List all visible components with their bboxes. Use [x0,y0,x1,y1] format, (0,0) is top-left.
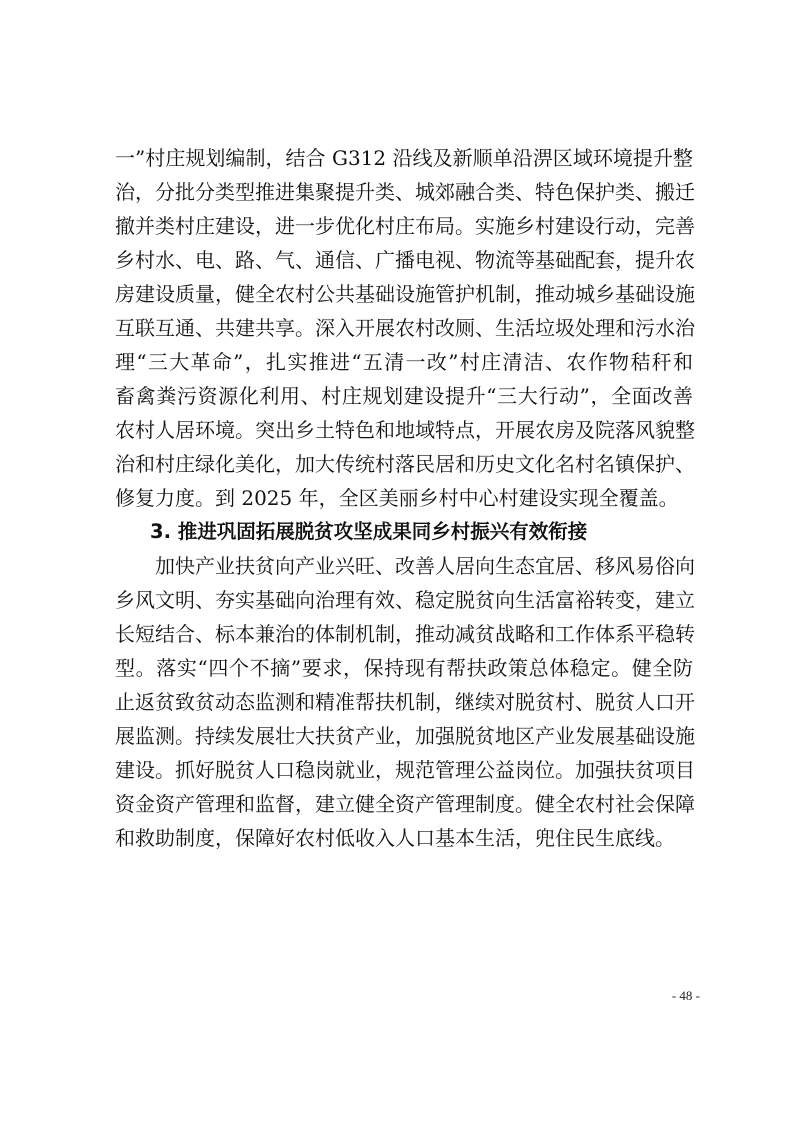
section-heading: 3. 推进巩固拓展脱贫攻坚成果同乡村振兴有效衔接 [150,520,588,543]
text-line: 治和村庄绿化美化，加大传统村落民居和历史文化名村名镇保护、 [115,452,695,476]
text-line: 型。落实“四个不摘”要求，保持现有帮扶政策总体稳定。健全防 [115,656,693,680]
text-line: 止返贫致贫动态监测和精准帮扶机制，继续对脱贫村、脱贫人口开 [115,690,695,714]
text-line: 资金资产管理和监督，建立健全资产管理制度。健全农村社会保障 [115,792,695,816]
text-line: 修复力度。到 2025 年，全区美丽乡村中心村建设实现全覆盖。 [115,486,679,510]
text-line: 一”村庄规划编制，结合 G312 沿线及新顺单沿淠区域环境提升整 [115,146,693,170]
text-line: 和救助制度，保障好农村低收入人口基本生活，兜住民生底线。 [115,826,675,850]
text-line: 展监测。持续发展壮大扶贫产业，加强脱贫地区产业发展基础设施 [115,724,695,748]
text-line: 建设。抓好脱贫人口稳岗就业，规范管理公益岗位。加强扶贫项目 [115,758,695,782]
text-line: 撤并类村庄建设，进一步优化村庄布局。实施乡村建设行动，完善 [115,214,695,238]
text-line: 乡村水、电、路、气、通信、广播电视、物流等基础配套，提升农 [115,248,695,272]
text-line: 理“三大革命”，扎实推进“五清一改”村庄清洁、农作物秸秆和 [115,350,693,374]
text-line: 治，分批分类型推进集聚提升类、城郊融合类、特色保护类、搬迁 [115,180,695,204]
text-line: 长短结合、标本兼治的体制机制，推动减贫战略和工作体系平稳转 [115,622,695,646]
page-number: - 48 - [671,988,700,1003]
text-line: 互联互通、共建共享。深入开展农村改厕、生活垃圾处理和污水治 [115,316,695,340]
text-line: 农村人居环境。突出乡土特色和地域特点，开展农房及院落风貌整 [115,418,695,442]
paragraph-poverty-alleviation [115,549,693,855]
text-line: 畜禽粪污资源化利用、村庄规划建设提升“三大行动”，全面改善 [115,384,693,408]
page-body [115,141,693,855]
text-line: 加快产业扶贫向产业兴旺、改善人居向生态宜居、移风易俗向 [155,554,695,578]
paragraph-rural-planning [115,141,693,515]
text-line: 房建设质量，健全农村公共基础设施管护机制，推动城乡基础设施 [115,282,695,306]
text-line: 乡风文明、夯实基础向治理有效、稳定脱贫向生活富裕转变，建立 [115,588,695,612]
